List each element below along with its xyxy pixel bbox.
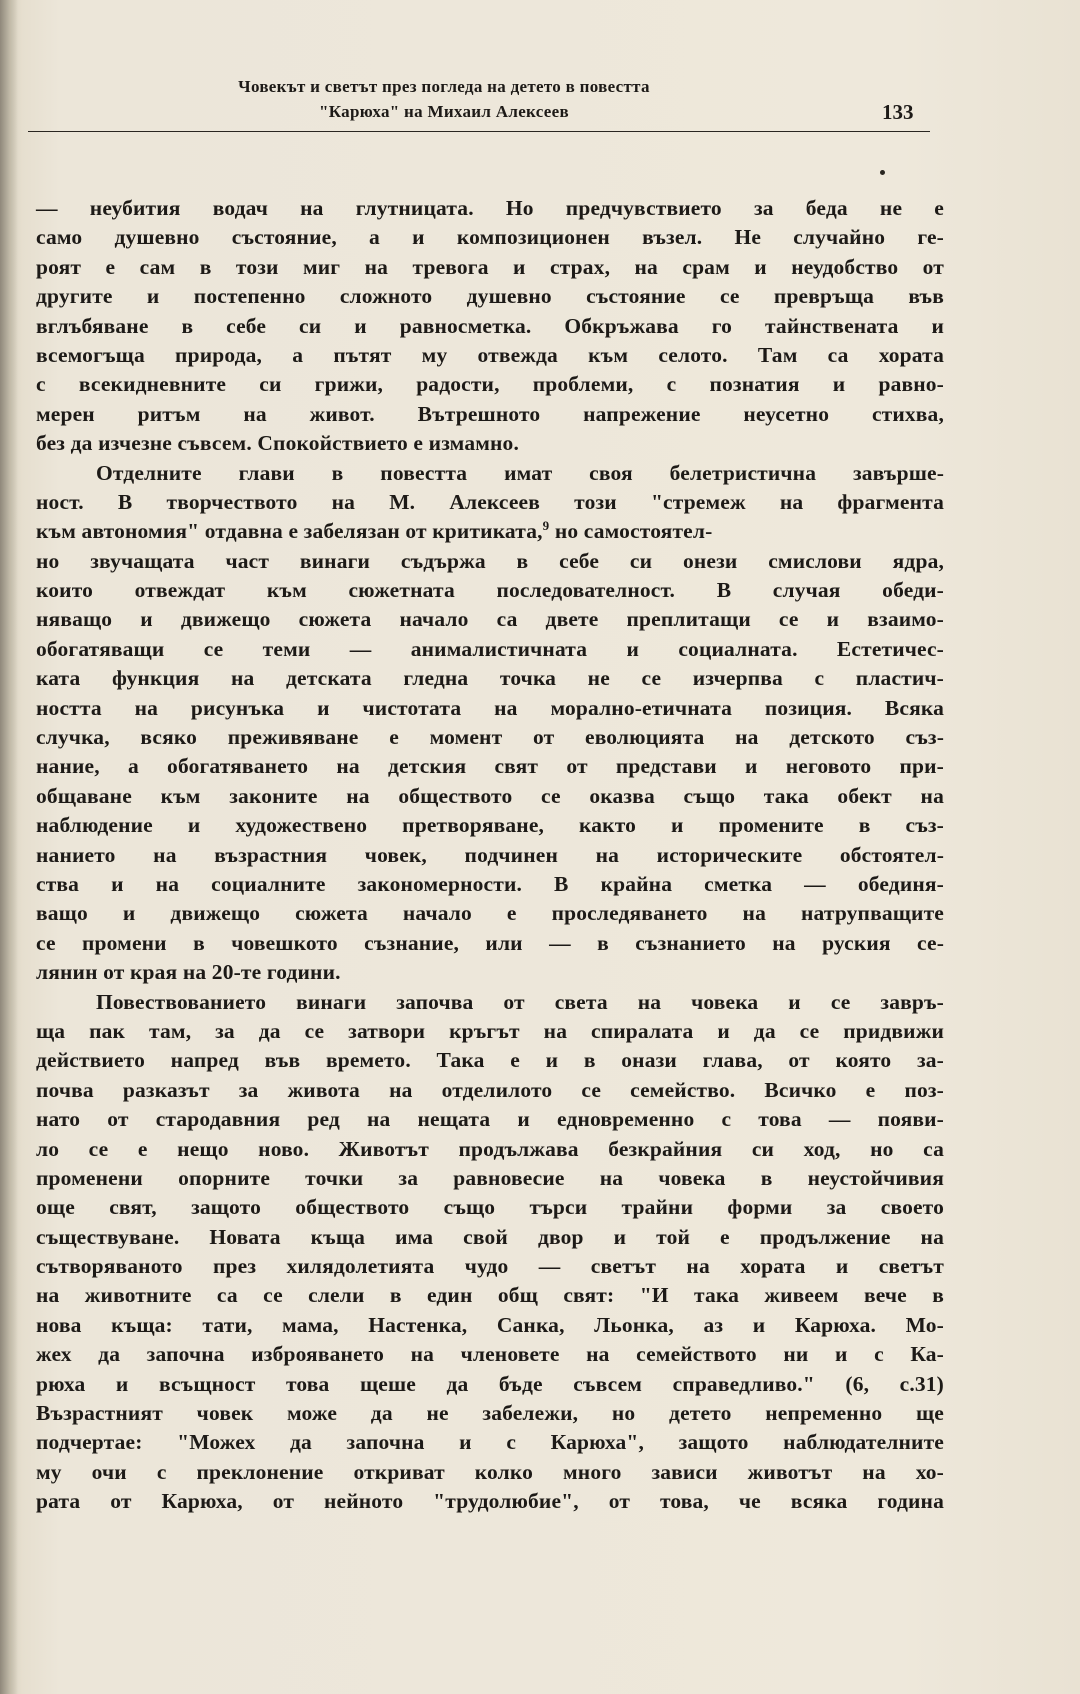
text-line: — неубития водач на глутницата. Но предчувствието за беда не е xyxy=(36,196,944,220)
text-segment: към автономия" отдавна е забелязан от критиката, xyxy=(36,519,543,544)
text-line: ства и на социалните закономерности. В крайна сметка — обединя- xyxy=(36,871,944,896)
text-line: действието напред във времето. Така е и в онази глава, от която за- xyxy=(36,1048,944,1073)
text-line: сътворяваното през хилядолетията чудо — светът на хората и светът xyxy=(36,1254,944,1279)
text-line: ката функция на детската гледна точка не се изчерпва с пластич- xyxy=(36,666,944,691)
text-line: нова къща: тати, мама, Настенка, Санка, Льонка, аз и Карюха. Мо- xyxy=(36,1312,944,1337)
text-line: вглъбяване в себе си и равносметка. Обкръжава го тайнствената и xyxy=(36,313,944,338)
text-line: другите и постепенно сложното душевно състояние се превръща във xyxy=(36,284,944,309)
text-line: се промени в човешкото съзнание, или — в съзнанието на руския се- xyxy=(36,930,944,955)
text-line-with-footnote xyxy=(36,517,944,546)
text-line: лянин от края на 20-те години. xyxy=(36,960,341,985)
text-line: ващо и движещо сюжета начало е проследяването на натрупващите xyxy=(36,901,944,926)
text-line: още свят, защото обществото също търси трайни форми за своето xyxy=(36,1195,944,1220)
text-line: жех да започна изброяването на членовете на семейството ни и с Ка- xyxy=(36,1342,944,1367)
text-line: с всекидневните си грижи, радости, проблеми, с познатия и равно- xyxy=(36,372,944,397)
text-line: му очи с преклонение откриват колко много зависи животът на хо- xyxy=(36,1459,944,1484)
text-line: мерен ритъм на живот. Вътрешното напрежение неусетно стихва, xyxy=(36,401,944,426)
text-line: подчертае: "Можех да започна и с Карюха", защото наблюдателните xyxy=(36,1430,944,1455)
text-line: без да изчезне съвсем. Спокойствието е измамно. xyxy=(36,431,519,456)
text-line: Повествованието винаги започва от света на човека и се завръ- xyxy=(96,989,944,1014)
text-line: нание, а обогатяването на детския свят от представи и неговото при- xyxy=(36,754,944,779)
text-line: съществуване. Новата къща има свой двор и той е продължение на xyxy=(36,1224,944,1249)
page-number: 133 xyxy=(882,100,914,124)
text-line: Отделните глави в повестта имат своя белетристична завърше- xyxy=(96,460,944,485)
text-line: Възрастният човек може да не забележи, но детето непременно ще xyxy=(36,1401,944,1426)
text-line: рата от Карюха, от нейното "трудолюбие", от това, че всяка година xyxy=(36,1489,944,1514)
text-line: на животните са се слели в един общ свят: "И така живеем вече в xyxy=(36,1283,944,1308)
text-line: променени опорните точки за равновесие на човека в неустойчивия xyxy=(36,1165,944,1190)
text-line: всемогъща природа, а пътят му отвежда към селото. Там са хората xyxy=(36,342,944,367)
spine-shadow xyxy=(0,0,18,1694)
body-text xyxy=(36,194,944,1517)
text-segment: но самостоятел- xyxy=(554,519,713,544)
text-line: общаване към законите на обществото се оказва също така обект на xyxy=(36,783,944,808)
text-line: рюха и всъщност това щеше да бъде съвсем справедливо." (6, с.31) xyxy=(36,1371,944,1396)
text-line: наблюдение и художествено претворяване, както и промените в съз- xyxy=(36,813,944,838)
text-line: роят е сам в този миг на тревога и страх, на срам и неудобство от xyxy=(36,254,944,279)
text-line: нато от стародавния ред на нещата и едновременно с това — появи- xyxy=(36,1107,944,1132)
header-rule xyxy=(28,131,930,132)
text-line: ло се е нещо ново. Животът продължава безкрайния си ход, но са xyxy=(36,1136,944,1161)
running-header xyxy=(28,72,928,136)
text-line: няващо и движещо сюжета начало са двете преплитащи се и взаимо- xyxy=(36,607,944,632)
footnote-ref: 9 xyxy=(542,518,550,534)
text-line: случка, всяко преживяване е момент от еволюцията на детското съз- xyxy=(36,725,944,750)
text-line: ността на рисунъка и чистотата на морално-етичната позиция. Всяка xyxy=(36,695,944,720)
text-line: ност. В творчеството на М. Алексеев този "стремеж на фрагмента xyxy=(36,489,944,514)
text-line: ща пак там, за да се затвори кръгът на спиралата и да се придвижи xyxy=(36,1018,944,1043)
running-title-line1: Човекът и светът през погледа на детето в повестта xyxy=(238,77,650,96)
text-line: само душевно състояние, а и композиционен възел. Не случайно ге- xyxy=(36,225,944,250)
text-line: почва разказът за живота на отделилото се семейство. Всичко е поз- xyxy=(36,1077,944,1102)
text-line: които отвеждат към сюжетната последователност. В случая обеди- xyxy=(36,578,944,603)
text-line: обогатяващи се теми — анималистичната и социалната. Естетичес- xyxy=(36,636,944,661)
ink-dot xyxy=(880,170,885,175)
text-line: но звучащата част винаги съдържа в себе си онези смислови ядра, xyxy=(36,548,944,573)
running-title-line2: "Карюха" на Михаил Алексеев xyxy=(319,102,569,121)
text-line: нанието на възрастния човек, подчинен на историческите обстоятел- xyxy=(36,842,944,867)
